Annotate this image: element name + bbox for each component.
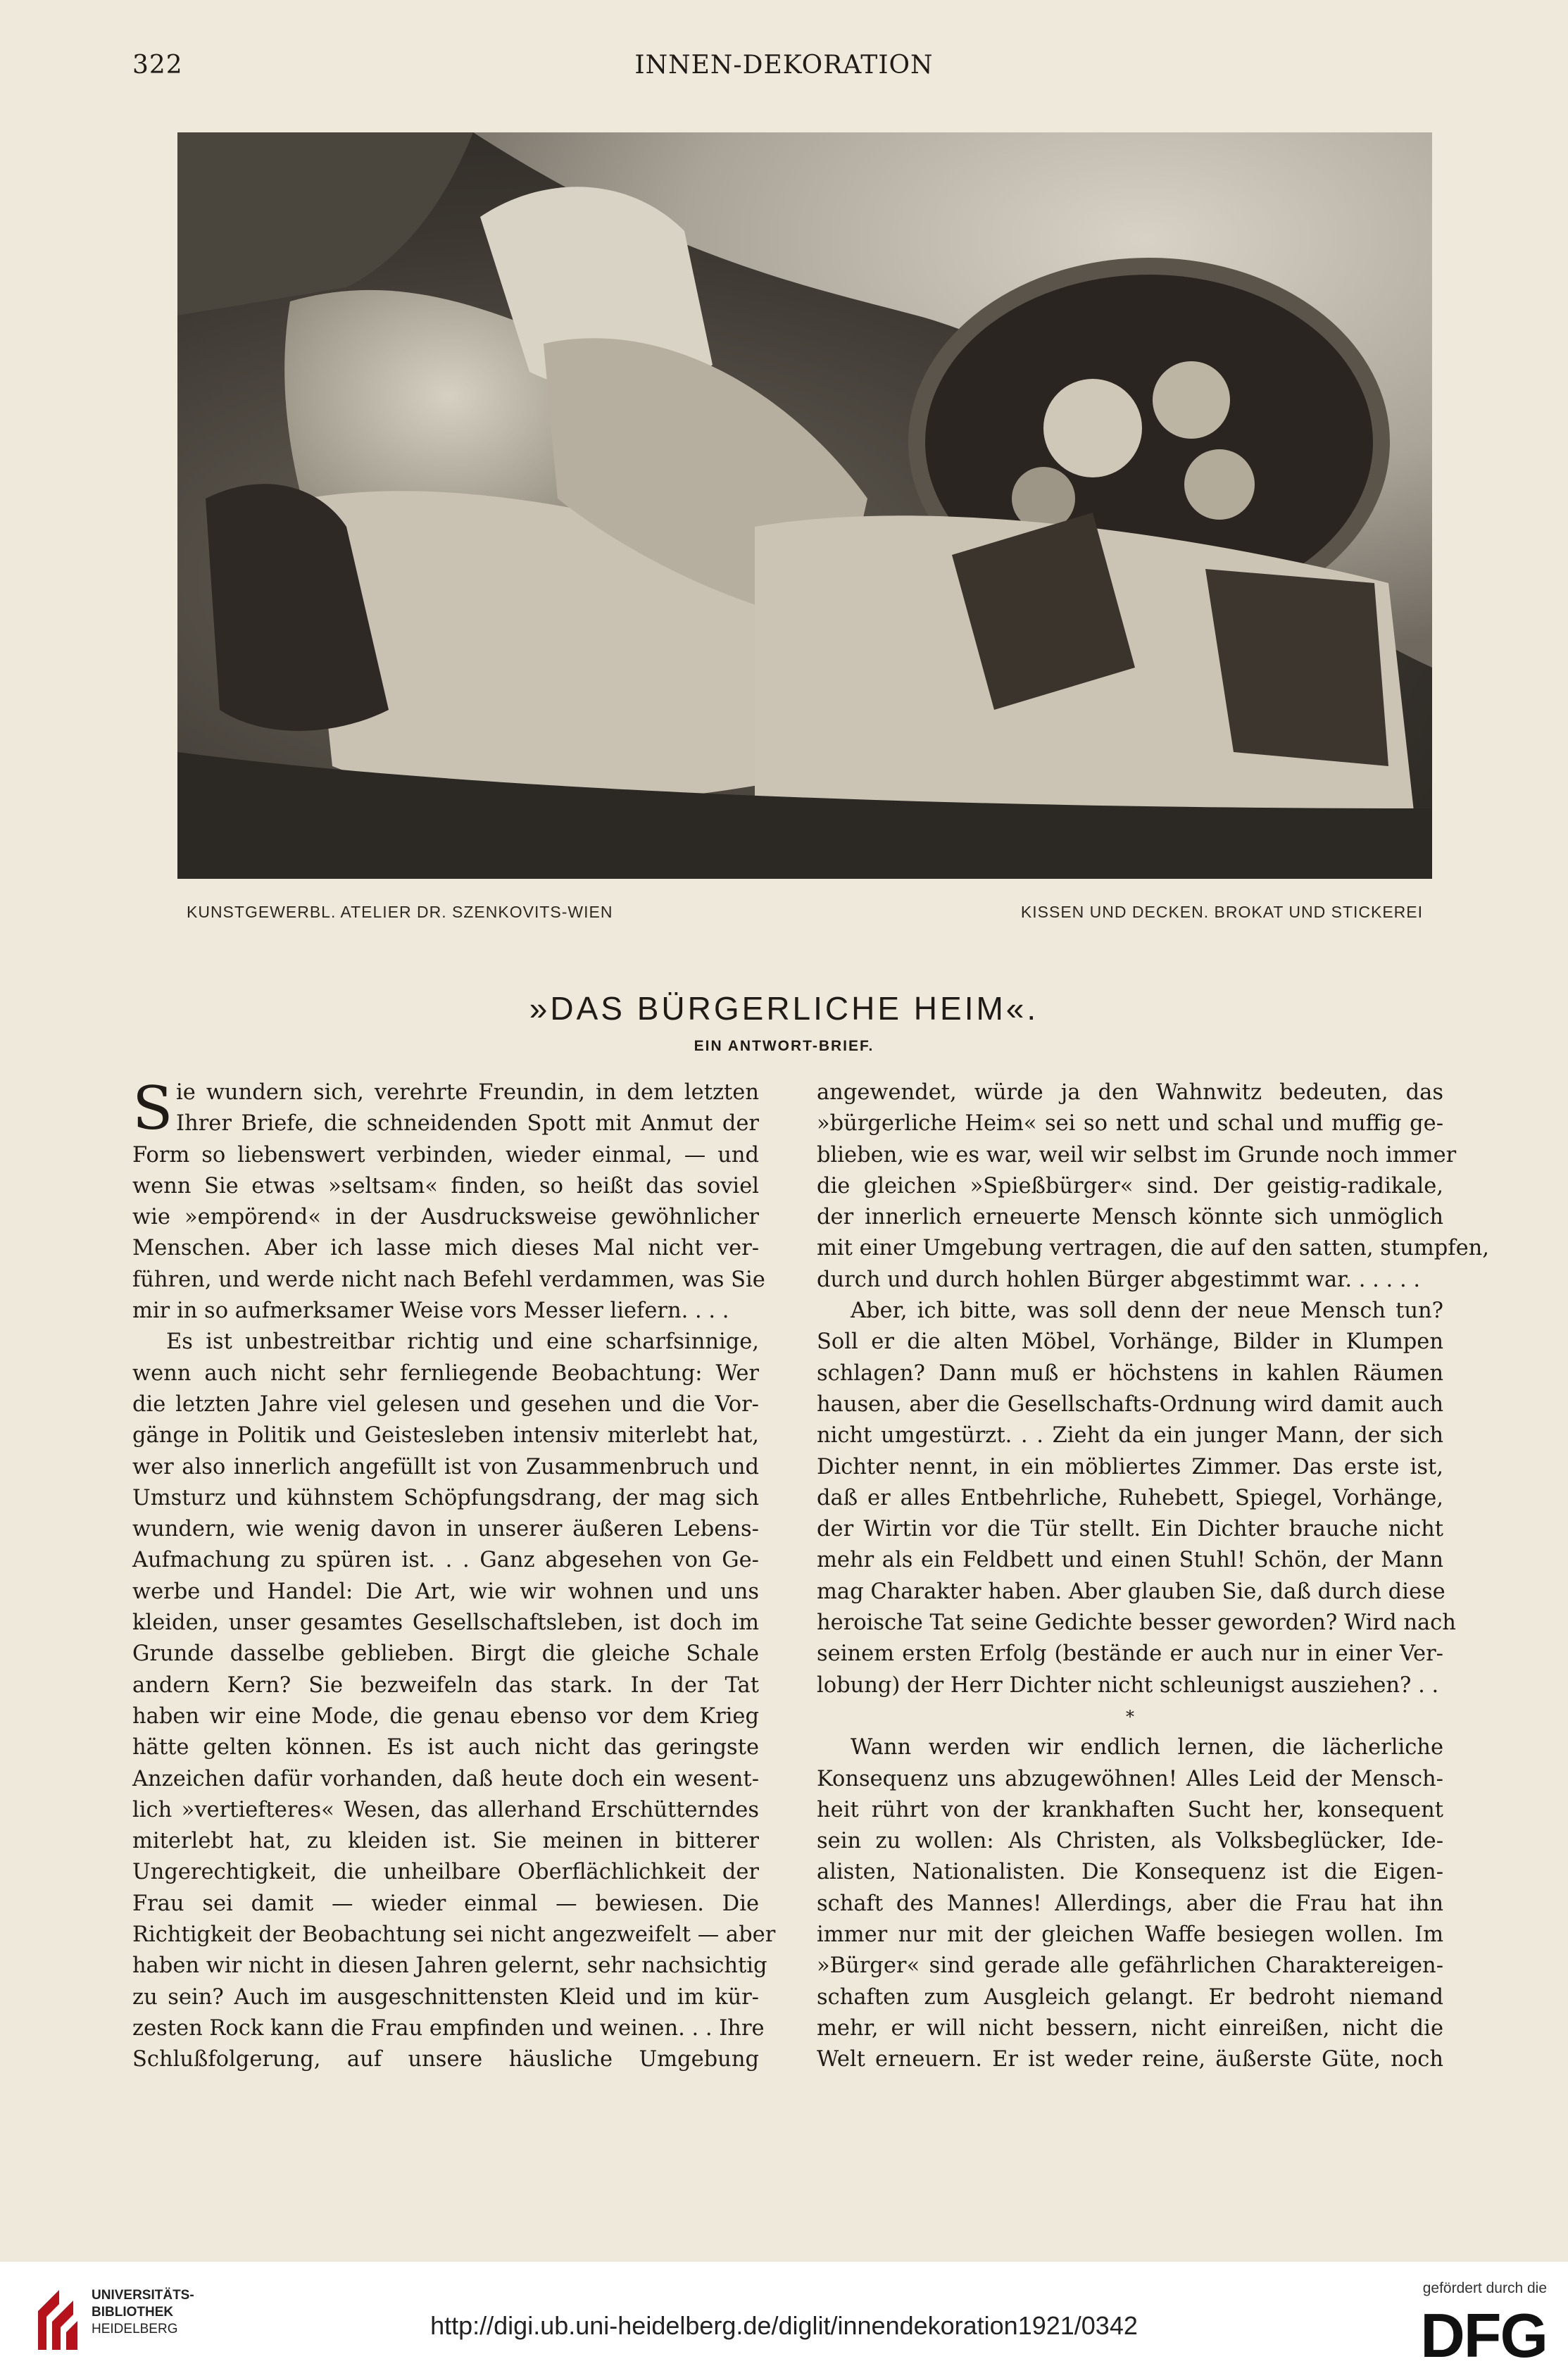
article-column-right <box>817 1077 1489 2076</box>
text-line: lobung) der Herr Dichter nicht schleunigst ausziehen? . . <box>817 1672 1439 1698</box>
funded-by-label: gefördert durch die <box>1422 2280 1547 2296</box>
text-line: haben wir nicht in diesen Jahren gelernt, sehr nachsichtig <box>132 1953 767 1979</box>
text-line: Dichter nennt, in ein möbliertes Zimmer. Das erste ist, <box>817 1454 1443 1479</box>
text-line: Ihrer Briefe, die schneidenden Spott mit Anmut der <box>176 1111 759 1137</box>
text-line: schlagen? Dann muß er höchstens in kahlen Räumen <box>817 1360 1443 1386</box>
page-number: 322 <box>132 51 183 80</box>
text-line: die gleichen »Spießbürger« sind. Der geistig-radikale, <box>817 1173 1443 1199</box>
text-line: »bürgerliche Heim« sei so nett und schal und muffig ge- <box>817 1111 1443 1137</box>
text-line: mag Charakter haben. Aber glauben Sie, daß durch diese <box>817 1579 1445 1604</box>
text-line: zu sein? Auch im ausgeschnittensten Kleid und im kür- <box>132 1984 759 2010</box>
text-line: hausen, aber die Gesellschafts-Ordnung wird damit auch <box>817 1391 1443 1417</box>
text-line: immer nur mit der gleichen Waffe besiegen wollen. Im <box>817 1922 1443 1948</box>
text-line: Aufmachung zu spüren ist. . . Ganz abgesehen von Ge- <box>132 1548 759 1573</box>
text-line: seinem ersten Erfolg (bestände er auch nur in einer Ver- <box>817 1641 1443 1667</box>
text-line: Menschen. Aber ich lasse mich dieses Mal nicht ver- <box>132 1236 759 1261</box>
text-line: mit einer Umgebung vertragen, die auf den satten, stumpfen, <box>817 1236 1489 1261</box>
text-line: heit rührt von der krankhaften Sucht her, konsequent <box>817 1797 1443 1822</box>
text-line: führen, und werde nicht nach Befehl verdammen, was Sie <box>132 1267 765 1292</box>
text-line: alisten, Nationalisten. Die Konsequenz ist die Eigen- <box>817 1860 1443 1885</box>
text-line: Welt erneuern. Er ist weder reine, äußerste Güte, noch <box>817 2047 1443 2072</box>
text-line: durch und durch hohlen Bürger abgestimmt war. . . . . . <box>817 1267 1421 1292</box>
text-line: daß er alles Entbehrliche, Ruhebett, Spiegel, Vorhänge, <box>817 1485 1443 1510</box>
text-line: Ungerechtigkeit, die unheilbare Oberflächlichkeit der <box>132 1860 759 1885</box>
text-line: die letzten Jahre viel gelesen und gesehen und die Vor- <box>132 1391 759 1417</box>
text-line: heroische Tat seine Gedichte besser geworden? Wird nach <box>817 1610 1456 1636</box>
text-line: Es ist unbestreitbar richtig und eine scharfsinnige, <box>166 1329 759 1355</box>
text-line: Konsequenz uns abzugewöhnen! Alles Leid der Mensch- <box>817 1766 1443 1791</box>
text-line: Grunde dasselbe geblieben. Birgt die gleiche Schale <box>132 1641 759 1667</box>
text-line: andern Kern? Sie bezweifeln das stark. In der Tat <box>132 1672 759 1698</box>
text-line: der Wirtin vor die Tür stellt. Ein Dichter brauche nicht <box>817 1517 1443 1542</box>
text-line: blieben, wie es war, weil wir selbst im Grunde noch immer <box>817 1142 1457 1168</box>
text-line: gänge in Politik und Geistesleben intensiv miterlebt hat, <box>132 1423 759 1448</box>
text-line: Form so liebenswert verbinden, wieder einmal, — und <box>132 1142 759 1168</box>
text-line: ie wundern sich, verehrte Freundin, in dem letzten <box>176 1080 759 1105</box>
text-line: Frau sei damit — wieder einmal — bewiesen. Die <box>132 1891 759 1916</box>
text-line: wenn auch nicht sehr fernliegende Beobachtung: Wer <box>132 1360 759 1386</box>
digitization-footer <box>0 2262 1568 2378</box>
text-line: Anzeichen dafür vorhanden, daß heute doch ein wesent- <box>132 1766 759 1791</box>
library-name-line: BIBLIOTHEK <box>92 2305 174 2320</box>
text-line: Umsturz und kühnstem Schöpfungsdrang, der mag sich <box>132 1485 759 1510</box>
text-line: wundern, wie wenig davon in unserer äußeren Lebens- <box>132 1517 759 1542</box>
text-line: haben wir eine Mode, die genau ebenso vor dem Krieg <box>132 1703 759 1729</box>
library-name-line: HEIDELBERG <box>92 2322 178 2336</box>
text-line: Wann werden wir endlich lernen, die lächerliche <box>851 1735 1443 1760</box>
text-line: mir in so aufmerksamer Weise vors Messer liefern. . . . <box>132 1298 729 1324</box>
running-title: INNEN-DEKORATION <box>634 51 934 80</box>
text-line: wie »empörend« in der Ausdrucksweise gewöhnlicher <box>132 1205 759 1230</box>
article-title: »DAS BÜRGERLICHE HEIM«. <box>529 990 1039 1027</box>
text-line: schaft des Mannes! Allerdings, aber die Frau hat ihn <box>817 1891 1443 1916</box>
text-line: »Bürger« sind gerade alle gefährlichen Charaktereigen- <box>817 1953 1443 1979</box>
figure-caption-left: KUNSTGEWERBL. ATELIER DR. SZENKOVITS-WIEN <box>187 903 613 921</box>
cushions-photograph <box>177 132 1432 879</box>
dfg-logo: DFG <box>1420 2301 1547 2370</box>
text-line: miterlebt hat, zu kleiden ist. Sie meinen in bitterer <box>132 1829 759 1854</box>
text-line: wer also innerlich angefüllt ist von Zusammenbruch und <box>132 1454 759 1479</box>
text-line: kleiden, unser gesamtes Gesellschaftsleben, ist doch im <box>132 1610 759 1636</box>
text-line: mehr, er will nicht bessern, nicht einreißen, nicht die <box>817 2015 1443 2041</box>
figure-caption-right: KISSEN UND DECKEN. BROKAT UND STICKEREI <box>1020 903 1423 921</box>
page-header <box>0 51 1568 86</box>
text-line: schaften zum Ausgleich gelangt. Er bedroht niemand <box>817 1984 1443 2010</box>
text-line: mehr als ein Feldbett und einen Stuhl! Schön, der Mann <box>817 1548 1443 1573</box>
text-line: der innerlich erneuerte Mensch könnte sich unmöglich <box>817 1205 1443 1230</box>
text-line: zesten Rock kann die Frau empfinden und weinen. . . Ihre <box>132 2015 765 2041</box>
text-line: sein zu wollen: Als Christen, als Volksbeglücker, Ide- <box>817 1829 1443 1854</box>
text-line: Richtigkeit der Beobachtung sei nicht angezweifelt — aber <box>132 1922 776 1948</box>
text-line: lich »vertiefteres« Wesen, das allerhand Erschütterndes <box>132 1797 759 1822</box>
article-subtitle: EIN ANTWORT-BRIEF. <box>694 1038 874 1054</box>
text-line: angewendet, würde ja den Wahnwitz bedeuten, das <box>817 1080 1443 1105</box>
photo-illustration <box>177 132 1432 879</box>
text-line: Soll er die alten Möbel, Vorhänge, Bilder in Klumpen <box>817 1329 1443 1355</box>
article-column-left <box>132 1074 776 2076</box>
permalink-url[interactable]: http://digi.ub.uni-heidelberg.de/diglit/innendekoration1921/0342 <box>430 2311 1138 2340</box>
text-line: hätte gelten können. Es ist auch nicht das geringste <box>132 1735 759 1760</box>
library-name-line: UNIVERSITÄTS- <box>92 2288 194 2303</box>
section-separator: * <box>1126 1706 1134 1727</box>
text-line: Aber, ich bitte, was soll denn der neue Mensch tun? <box>851 1298 1443 1324</box>
text-line: Schlußfolgerung, auf unsere häusliche Umgebung <box>132 2047 759 2072</box>
text-line: wenn Sie etwas »seltsam« finden, so heißt das soviel <box>132 1173 759 1199</box>
text-line: nicht umgestürzt. . . Zieht da ein junger Mann, der sich <box>817 1423 1443 1448</box>
text-line: werbe und Handel: Die Art, wie wir wohnen und uns <box>132 1579 759 1604</box>
drop-cap: S <box>132 1074 173 1143</box>
